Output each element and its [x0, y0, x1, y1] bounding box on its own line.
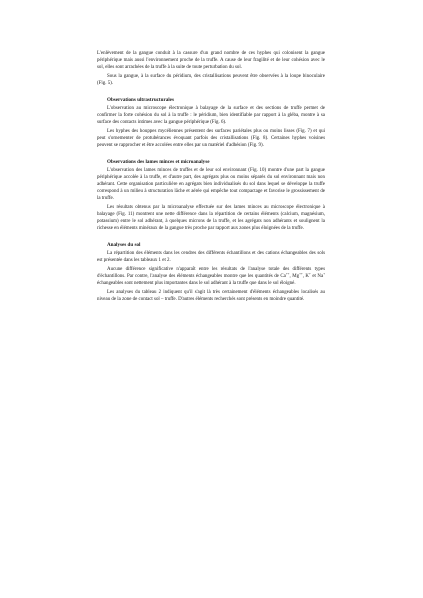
- text-run: échangeables sont nettement plus importantes dans le sol adhérant à la truffe que dans le sol éloigné.: [97, 281, 296, 287]
- paragraph-hyphae-surfaces: Les hyphes des houppes mycéliennes présentent des surfaces pariétales plus ou moins lisses (Fig. 7) et qui peut s'ornementer de protubérances évoquant parfois des cristallisations (Fig. 8). Certaines hyphes voisines peuvent se rapprocher et être accolées entre elles par un matériel d'adhésion (Fig. 9).: [97, 128, 325, 149]
- text-run: , K: [302, 273, 310, 279]
- paragraph-sem-observation: L'observation au microscope électronique à balayage de la surface et des sections de truffe permet de confirmer la forte cohésion du sol à la truffe : le péridium, bien identifiable par rapport à la gléba, montre à sa surface des contacts intimes avec la gangue périphérique (Fig. 6).: [97, 105, 325, 125]
- text-run: , Mg: [289, 273, 300, 279]
- text-run: Aucune différence significative n'apparaît entre les résultats de l'analyse totale des différents types d'échantillons. Par contre, l'analyse des éléments échangeables montre que les quantités de Ca: [97, 266, 325, 279]
- heading-ultrastructural: Observations ultrastructurales: [107, 96, 174, 103]
- text-run: et Na: [310, 273, 324, 279]
- paragraph-table2-analysis: Les analyses du tableau 2 indiquent qu'il s'agit là très certainement d'éléments échangeables localisés au niveau de la zone de contact sol – truffe. D'autres éléments recherchés sont présents en moindre quantité.: [97, 289, 325, 302]
- heading-thin-sections: Observations des lames minces et microanalyse: [107, 158, 210, 165]
- paragraph-thin-section-observation: L'observation des lames minces de truffes et de leur sol environnant (Fig. 10) montre d'une part la gangue périphérique accolée à la truffe, et d'autre part, des agrégats plus ou moins séparés du sol environnant mais non adhérant. Cette organisation particulière en agrégats bien individualisés du sol dans lequel se développe la truffe correspond à un milieu à structuration lâche et aérée qui empêche tout compactage et favorise le grossissement de la truffe.: [97, 167, 325, 202]
- paragraph-microanalysis-results: Les résultats obtenus par la microanalyse effectuée sur des lames minces au microscope électronique à balayage (Fig. 11) montrent une nette différence dans la répartition de certains éléments (calcium, magnésium, potassium) entre le sol adhérant, à quelques microns de la truffe, et les agrégats non adhérants et soulignent la richesse en éléments minéraux de la gangue très proche par rapport aux zones plus éloignées de la truffe.: [97, 204, 325, 232]
- text-column: [97, 50, 325, 305]
- heading-soil-analyses: Analyses du sol: [107, 242, 141, 248]
- paragraph-exchangeable-elements: [97, 266, 325, 287]
- paragraph-element-distribution: La répartition des éléments dans les cendres des différents échantillons et des cations échangeables des sols est présentée dans les tableaux 1 et 2.: [97, 250, 325, 263]
- charge-superscript: ++: [299, 271, 303, 276]
- paragraph-gangue-removal: L'enlèvement de la gangue conduit à la cassure d'un grand nombre de ces hyphes qui colonisent la gangue périphérique mais aussi l'environnement proche de la truffe. A cause de leur fragilité et de leur cohésion avec le sol, elles sont arrachées de la truffe à la suite de toute perturbation du sol.: [97, 51, 325, 71]
- charge-superscript: +: [323, 271, 325, 276]
- charge-superscript: +: [309, 271, 311, 276]
- paragraph-crystallisations: Sous la gangue, à la surface du péridium, des cristallisations peuvent être observées à la loupe binoculaire (Fig. 5).: [97, 74, 325, 87]
- charge-superscript: ++: [285, 271, 290, 276]
